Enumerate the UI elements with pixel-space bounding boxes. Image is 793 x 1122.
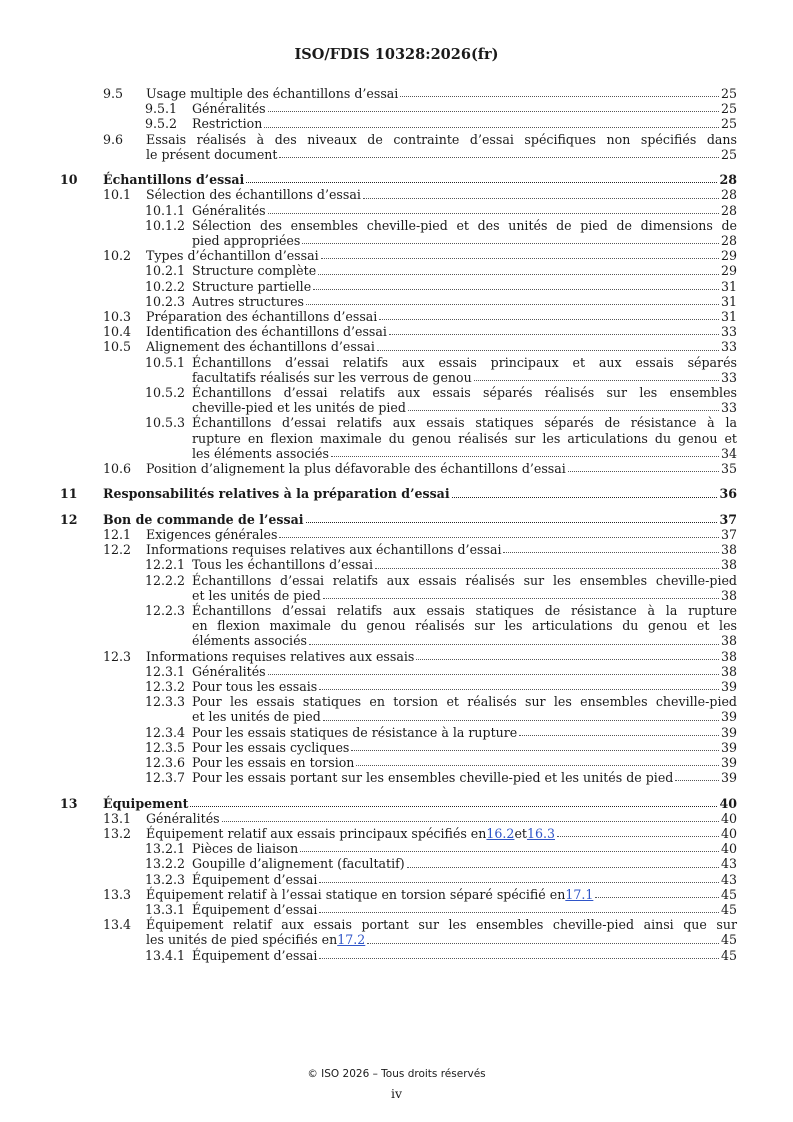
toc-page-number: 43: [720, 856, 737, 872]
toc-entry-title-line: Équipement d’essai: [192, 947, 318, 963]
dot-leader: [323, 598, 719, 599]
toc-entry-title: [192, 856, 737, 871]
toc-entry-title-line: Goupille d’alignement (facultatif): [192, 856, 405, 872]
toc-entry-title: [192, 203, 737, 218]
dot-leader: [503, 552, 718, 553]
toc-entry-title-line: Échantillons d’essai relatifs aux essais statiques de résistance à la rupture: [192, 603, 737, 618]
dot-leader: [321, 258, 719, 259]
toc-entry-number: 13.2.1: [145, 841, 186, 857]
toc-page-number: 40: [720, 810, 737, 826]
toc-entry-title: [192, 740, 737, 755]
toc-page-number: 37: [719, 511, 737, 527]
toc-entry-title: [192, 263, 737, 278]
toc-entry-title: [192, 841, 737, 856]
toc-entry-title-line: en flexion maximale du genou réalisés sur les articulations du genou et les: [192, 618, 737, 634]
toc-entry-number: 10.2.3: [145, 293, 186, 309]
toc-page-number: 40: [720, 841, 737, 857]
toc-page-number: 28: [720, 232, 737, 248]
toc-entry-title-line: Restriction: [192, 116, 263, 132]
toc-entry-title-line: Équipement relatif à l’essai statique en torsion séparé spécifié en: [146, 886, 566, 902]
toc-entry-title-line: facultatifs réalisés sur les verrous de genou: [192, 369, 472, 385]
toc-entry-title-line: éléments associés: [192, 633, 307, 649]
toc-entry-title: [192, 694, 737, 724]
toc-entry-title: [192, 218, 737, 248]
dot-leader: [595, 897, 719, 898]
toc-entry-title-line: Identification des échantillons d’essai: [146, 324, 387, 340]
toc-page-number: 45: [720, 932, 737, 948]
toc-entry-title: [146, 542, 737, 557]
toc-entry-title-line: Sélection des ensembles cheville-pied et des unités de pied de dimensions de: [192, 217, 737, 233]
toc-entry-title: [146, 132, 737, 162]
toc-entry-title-line: Pour les essais portant sur les ensembles cheville-pied et les unités de pied: [192, 770, 674, 786]
toc-entry-title-line: Sélection des échantillons d’essai: [146, 187, 361, 203]
toc-entry-title: [146, 339, 737, 354]
toc-entry-number: 10.3: [103, 309, 132, 324]
toc-entry-number: 13.2: [103, 826, 132, 841]
toc-entry-title-line: Alignement des échantillons d’essai: [146, 339, 375, 355]
toc-entry-number: 12.3.1: [145, 663, 186, 679]
toc-entry-number: 13.1: [103, 810, 132, 826]
toc-page-number: 33: [720, 369, 737, 385]
dot-leader: [222, 821, 719, 822]
dot-leader: [300, 851, 719, 852]
toc-entry-title-line: Échantillons d’essai relatifs aux essais réalisés sur les ensembles cheville-pied: [192, 572, 737, 588]
toc-entry-title: [146, 187, 737, 202]
toc-entry-number: 13.3.1: [145, 902, 186, 917]
toc-page-number: 38: [720, 587, 737, 603]
toc-entry-title-line: Équipement d’essai: [192, 871, 318, 887]
toc-entry-title-line: Bon de commande de l’essai: [103, 511, 304, 527]
dot-leader: [400, 96, 719, 97]
toc-page-number: 39: [720, 709, 737, 725]
dot-leader: [452, 497, 718, 498]
toc-page-number: 33: [720, 324, 737, 340]
toc-page-number: 31: [720, 308, 737, 324]
toc-entry-number: 12.3.6: [145, 755, 186, 770]
page-number: iv: [390, 1086, 403, 1101]
toc-entry-title-line: les unités de pied spécifiés en: [146, 932, 338, 948]
dot-leader: [302, 243, 719, 244]
toc-entry-title: [192, 101, 737, 116]
toc-entry-number: 12.3.4: [145, 724, 186, 740]
toc-entry-title: [192, 385, 737, 415]
toc-entry-number: 12.3: [103, 648, 132, 664]
toc-entry-title-line: Informations requises relatives aux échantillons d’essai: [146, 542, 502, 558]
toc-entry-number: 12.2: [103, 542, 132, 558]
dot-leader: [313, 289, 719, 290]
toc-entry-title-line: Structure complète: [192, 263, 317, 279]
toc-entry-number: 12.3.5: [145, 739, 186, 755]
toc-page-number: 25: [720, 146, 737, 162]
dot-leader: [356, 765, 719, 766]
toc-page-number: 38: [720, 542, 737, 558]
toc-entry-number: 9.6: [103, 131, 124, 147]
toc-entry-number: 12.3.3: [145, 694, 186, 710]
toc-page-number: 39: [720, 678, 737, 694]
toc-entry-title: [192, 355, 737, 385]
toc-page-number: 38: [720, 633, 737, 649]
document-header: ISO/FDIS 10328:2026(fr): [294, 46, 499, 63]
toc-entry-title-line: Pour les essais cycliques: [192, 739, 350, 755]
toc-entry-number: 9.5.1: [145, 101, 178, 117]
dot-leader: [675, 780, 719, 781]
cross-reference-link[interactable]: 16.2: [486, 825, 515, 841]
dot-leader: [519, 735, 719, 736]
dot-leader: [331, 456, 719, 457]
toc-page-number: 34: [720, 445, 737, 461]
toc-entry-title: [192, 294, 737, 309]
cross-reference-link[interactable]: 16.3: [526, 825, 555, 841]
toc-entry-title-line: Informations requises relatives aux essais: [146, 648, 415, 664]
toc-entry-title-line: Essais réalisés à des niveaux de contrainte d’essai spécifiques non spécifiés dans: [146, 131, 737, 147]
toc-entry-title-line: Responsabilités relatives à la préparation d’essai: [103, 486, 450, 502]
toc-page-number: 28: [720, 202, 737, 218]
toc-page-number: 33: [720, 400, 737, 416]
toc-entry-title-line: Échantillons d’essai relatifs aux essais statiques séparés de résistance à la: [192, 415, 737, 431]
toc-entry-title-line: Exigences générales: [146, 526, 278, 542]
toc-entry-title-line: Généralités: [192, 101, 266, 117]
dot-leader: [375, 568, 719, 569]
dot-leader: [568, 471, 719, 472]
dot-leader: [268, 111, 719, 112]
toc-entry-number: 10.5.1: [145, 354, 186, 370]
dot-leader: [389, 334, 719, 335]
toc-entry-number: 10.2.1: [145, 263, 186, 279]
toc-page-number: 28: [719, 172, 737, 188]
toc-entry-title: [103, 796, 737, 811]
cross-reference-link[interactable]: 17.2: [337, 932, 366, 948]
toc-entry-number: 12.2.1: [145, 557, 186, 573]
toc-entry-title: [146, 917, 737, 947]
toc-entry-number: 12: [60, 511, 78, 527]
toc-entry-number: 10.6: [103, 461, 132, 476]
dot-leader: [268, 213, 719, 214]
toc-entry-number: 9.5.2: [145, 116, 178, 132]
dot-leader: [306, 522, 718, 523]
toc-entry-number: 12.2.2: [145, 572, 186, 588]
toc-entry-title-line: le présent document: [146, 146, 278, 162]
toc-entry-title-line: Échantillons d’essai relatifs aux essais séparés réalisés sur les ensembles: [192, 385, 737, 400]
toc-entry-title-line: Pour tous les essais: [192, 678, 318, 694]
dot-leader: [363, 198, 719, 199]
toc-entry-title-line: Préparation des échantillons d’essai: [146, 308, 378, 324]
toc-entry-title: [192, 664, 737, 679]
toc-entry-title: [192, 725, 737, 740]
toc-entry-title-line: Autres structures: [192, 293, 305, 309]
toc-entry-title: [146, 309, 737, 324]
toc-entry-title: [146, 649, 737, 664]
toc-entry-number: 10.5.2: [145, 385, 186, 400]
toc-entry-number: 10.2: [103, 248, 132, 264]
dot-leader: [268, 674, 719, 675]
toc-page-number: 45: [720, 947, 737, 963]
toc-page-number: 39: [720, 754, 737, 770]
toc-entry-number: 13.4.1: [145, 947, 186, 963]
toc-entry-number: 12.3.2: [145, 679, 186, 694]
toc-entry-number: 9.5: [103, 86, 124, 101]
toc-page-number: 33: [720, 339, 737, 355]
toc-entry-title: [192, 573, 737, 603]
toc-entry-title: [146, 826, 737, 841]
toc-page-number: 38: [720, 663, 737, 679]
dot-leader: [246, 182, 717, 183]
dot-leader: [309, 644, 719, 645]
toc-page-number: 37: [720, 526, 737, 542]
dot-leader: [407, 867, 719, 868]
toc-page-number: 43: [720, 871, 737, 887]
dot-leader: [323, 720, 719, 721]
toc-entry-title: [192, 679, 737, 694]
toc-entry-title-line: Pièces de liaison: [192, 841, 299, 857]
toc-entry-title: [192, 603, 737, 649]
toc-entry-title-line: les éléments associés: [192, 445, 329, 461]
toc-page-number: 45: [720, 901, 737, 917]
toc-entry-title-line: Équipement: [103, 795, 189, 811]
toc-entry-title-line: et les unités de pied: [192, 709, 321, 725]
toc-entry-title: [192, 279, 737, 294]
toc-page-number: 38: [720, 648, 737, 664]
toc-entry-title: [146, 248, 737, 263]
dot-leader: [474, 380, 719, 381]
toc-entry-number: 12.1: [103, 527, 132, 542]
dot-leader: [351, 750, 719, 751]
toc-entry-title-line: Équipement d’essai: [192, 901, 318, 917]
dot-leader: [557, 836, 719, 837]
toc-entry-number: 10.1: [103, 187, 132, 203]
toc-entry-number: 13.2.3: [145, 871, 186, 887]
toc-page-number: 36: [719, 486, 737, 502]
dot-leader: [319, 912, 719, 913]
toc-page-number: 31: [720, 278, 737, 294]
toc-entry-title: [192, 872, 737, 887]
dot-leader: [306, 304, 719, 305]
toc-entry-title-line: Tous les échantillons d’essai: [192, 557, 374, 573]
cross-reference-link[interactable]: 17.1: [565, 886, 594, 902]
toc-page-number: 35: [720, 460, 737, 476]
dot-leader: [190, 806, 717, 807]
toc-page-number: 29: [720, 248, 737, 264]
toc-entry-title: [146, 527, 737, 542]
toc-entry-number: 13.3: [103, 886, 132, 902]
dot-leader: [379, 319, 719, 320]
toc-entry-title-line: cheville-pied et les unités de pied: [192, 400, 406, 416]
toc-entry-title: [192, 948, 737, 963]
dot-leader: [416, 659, 719, 660]
dot-leader: [264, 127, 719, 128]
toc-entry-title-line: rupture en flexion maximale du genou réalisés sur les articulations du genou et: [192, 430, 737, 446]
toc-entry-number: 10.1.2: [145, 217, 186, 233]
toc-entry-title-line: Types d’échantillon d’essai: [146, 248, 319, 264]
toc-entry-title: [146, 324, 737, 339]
copyright-footer: © ISO 2026 – Tous droits réservés: [307, 1068, 486, 1080]
toc-entry-number: 11: [60, 486, 78, 502]
toc-entry-title-line: et les unités de pied: [192, 587, 321, 603]
toc-entry-number: 10: [60, 172, 78, 188]
toc-entry-title-line: Pour les essais statiques de résistance à la rupture: [192, 724, 518, 740]
toc-page-number: 40: [720, 825, 737, 841]
dot-leader: [319, 882, 719, 883]
dot-leader: [377, 350, 719, 351]
dot-leader: [319, 958, 719, 959]
toc-entry-title: [146, 887, 737, 902]
toc-entry-number: 13: [60, 795, 78, 811]
toc-entry-title-line: Équipement relatif aux essais portant sur les ensembles cheville-pied ainsi que sur: [146, 917, 737, 933]
toc-page-number: 39: [720, 724, 737, 740]
toc-entry-title: [192, 770, 737, 785]
toc-page-number: 28: [720, 187, 737, 203]
toc-entry-title: [192, 755, 737, 770]
toc-entry-number: 10.2.2: [145, 278, 186, 294]
dot-leader: [279, 157, 718, 158]
toc-entry-title-line: Structure partielle: [192, 278, 312, 294]
toc-page-number: 31: [720, 293, 737, 309]
toc-page-number: 25: [720, 85, 737, 101]
toc-entry-title: [192, 557, 737, 572]
toc-link-separator: et: [514, 825, 527, 841]
toc-entry-number: 10.4: [103, 324, 132, 340]
toc-entry-title-line: Usage multiple des échantillons d’essai: [146, 85, 399, 101]
toc-page-number: 25: [720, 116, 737, 132]
toc-entry-title-line: Généralités: [146, 810, 220, 826]
dot-leader: [279, 537, 718, 538]
toc-entry-number: 13.2.2: [145, 856, 186, 872]
toc-entry-title-line: Équipement relatif aux essais principaux spécifiés en: [146, 825, 487, 841]
toc-entry-title: [146, 461, 737, 476]
toc-page-number: 39: [720, 739, 737, 755]
dot-leader: [318, 274, 719, 275]
dot-leader: [408, 410, 719, 411]
toc-entry-number: 13.4: [103, 917, 132, 933]
toc-entry-title: [103, 172, 737, 187]
toc-entry-title-line: Pour les essais en torsion: [192, 754, 355, 770]
toc-page-number: 25: [720, 101, 737, 117]
toc-entry-title: [192, 415, 737, 461]
toc-entry-title-line: Position d’alignement la plus défavorable des échantillons d’essai: [146, 460, 566, 476]
toc-entry-title: [146, 86, 737, 101]
toc-entry-number: 12.3.7: [145, 770, 186, 786]
toc-entry-title: [192, 902, 737, 917]
toc-entry-title-line: Pour les essais statiques en torsion et réalisés sur les ensembles cheville-pied: [192, 694, 737, 710]
toc-entry-title-line: pied appropriées: [192, 232, 301, 248]
toc-page-number: 38: [720, 557, 737, 573]
toc-page-number: 45: [720, 886, 737, 902]
toc-entry-number: 12.2.3: [145, 603, 186, 618]
toc-entry-title: [192, 116, 737, 131]
toc-entry-number: 10.5: [103, 339, 132, 355]
dot-leader: [367, 943, 719, 944]
toc-entry-title: [103, 512, 737, 527]
dot-leader: [319, 689, 719, 690]
toc-entry-number: 10.5.3: [145, 415, 186, 431]
toc-entry-title: [146, 811, 737, 826]
toc-entry-title-line: Généralités: [192, 663, 266, 679]
toc-page-number: 40: [719, 795, 737, 811]
toc-entry-number: 10.1.1: [145, 202, 186, 218]
toc-entry-title-line: Échantillons d’essai: [103, 172, 245, 188]
toc-entry-title: [103, 486, 737, 501]
toc-entry-title-line: Échantillons d’essai relatifs aux essais principaux et aux essais séparés: [192, 354, 737, 370]
toc-page-number: 39: [720, 770, 737, 786]
toc-page-number: 29: [720, 263, 737, 279]
toc-entry-title-line: Généralités: [192, 202, 266, 218]
